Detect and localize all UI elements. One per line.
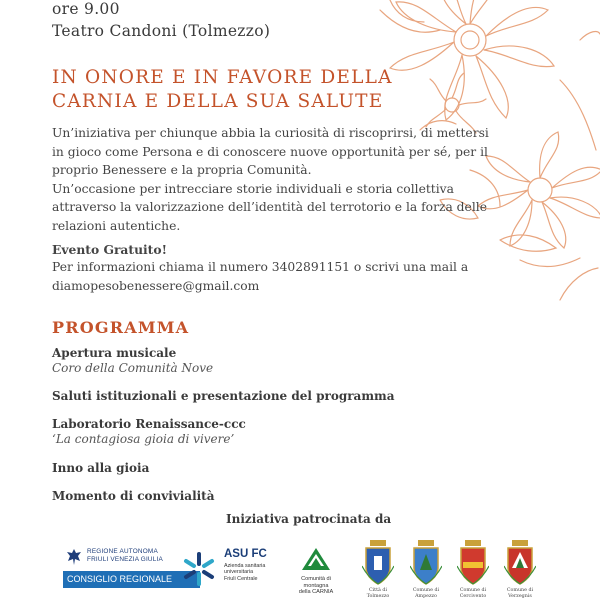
crest-shield-icon (410, 540, 442, 586)
contact-info (52, 258, 468, 295)
main-title-line-2: CARNIA E DELLA SUA SALUTE (52, 91, 384, 112)
asu-line: universitaria (224, 569, 254, 576)
crest-tolmezzo (358, 540, 398, 600)
crest-label-line: Comune di (412, 588, 440, 593)
program-item-title: Laboratorio Renaissance-ccc (52, 417, 246, 431)
crest-cercivento (453, 540, 493, 600)
intro-line: Un’occasione per intrecciare storie individuali e storia collettiva (52, 181, 454, 196)
asu-line: Azienda sanitaria (224, 563, 266, 569)
crest-label-line: Ampezzo (415, 593, 437, 599)
crest-verzegnis (500, 540, 540, 600)
crest-label-line: Città di (368, 588, 388, 593)
fvg-council-bar: CONSIGLIO REGIONALE (63, 571, 200, 588)
fvg-line-1: REGIONE AUTONOMA (87, 548, 158, 555)
sponsor-logos (0, 538, 600, 600)
crest-shield-icon (362, 540, 394, 586)
medium-flower-icon (478, 132, 600, 248)
contact-email[interactable]: diamopesobenessere@gmail.com (52, 278, 260, 293)
patronage-label: Iniziativa patrocinata da (226, 512, 392, 526)
program-item-title: Inno alla gioia (52, 461, 150, 475)
intro-line: in gioco come Persona e di conoscere nuove opportunità per sé, per il (52, 144, 488, 159)
main-title-line-1: IN ONORE E IN FAVORE DELLA (52, 67, 393, 88)
program-item-title: Saluti istituzionali e presentazione del programma (52, 389, 395, 403)
crest-shield-icon (504, 540, 536, 586)
program-heading: PROGRAMMA (52, 318, 190, 337)
asu-title: ASU FC (224, 548, 267, 560)
program-item-subtitle: ‘La contagiosa gioia di vivere’ (52, 432, 235, 446)
crest-label-line: Comune di (459, 588, 487, 593)
carnia-line: della CARNIA (298, 589, 334, 596)
main-title (52, 66, 512, 114)
program-item (52, 461, 149, 476)
crest-shield-icon (457, 540, 489, 586)
crest-label-line: Verzegnis (508, 593, 532, 599)
crest-label-line: Tolmezzo (366, 593, 390, 599)
program-item-title: Apertura musicale (52, 346, 177, 360)
intro-line: attraverso la valorizzazione dell’identità del terrotorio e la forza delle (52, 200, 487, 214)
asu-fc-logo (180, 546, 276, 592)
program-item (52, 389, 395, 404)
contact-line: Per informazioni chiama il numero 3402891151 o scrivi una mail a (52, 260, 469, 274)
intro-line: relazioni autentiche. (52, 218, 181, 233)
crest-label-line: Comune di (506, 588, 534, 593)
intro-line: proprio Benessere e la propria Comunità. (52, 163, 312, 177)
program-item-title: Momento di convivialità (52, 489, 215, 503)
intro-line: Un’iniziativa per chiunque abbia la curiosità di riscoprirsi, di mettersi (52, 126, 489, 140)
carnia-line: Comunità di montagna (301, 576, 331, 589)
event-time: ore 9.00 (52, 0, 120, 18)
free-event-label: Evento Gratuito! (52, 242, 167, 257)
eagle-icon (65, 547, 83, 567)
crest-ampezzo (406, 540, 446, 600)
crest-label-line: Cercivento (459, 593, 487, 599)
carnia-community-logo (288, 546, 344, 596)
program-item (52, 417, 246, 447)
program-item (52, 489, 215, 504)
program-item (52, 346, 213, 376)
mountain-icon (300, 546, 332, 574)
intro-paragraph (52, 124, 489, 235)
asu-line: Friuli Centrale (224, 575, 258, 582)
event-venue: Teatro Candoni (Tolmezzo) (52, 22, 271, 40)
fvg-line-2: FRIULI VENEZIA GIULIA (87, 556, 163, 563)
program-item-subtitle: Coro della Comunità Nove (52, 361, 214, 375)
asu-snowflake-icon (180, 550, 218, 588)
